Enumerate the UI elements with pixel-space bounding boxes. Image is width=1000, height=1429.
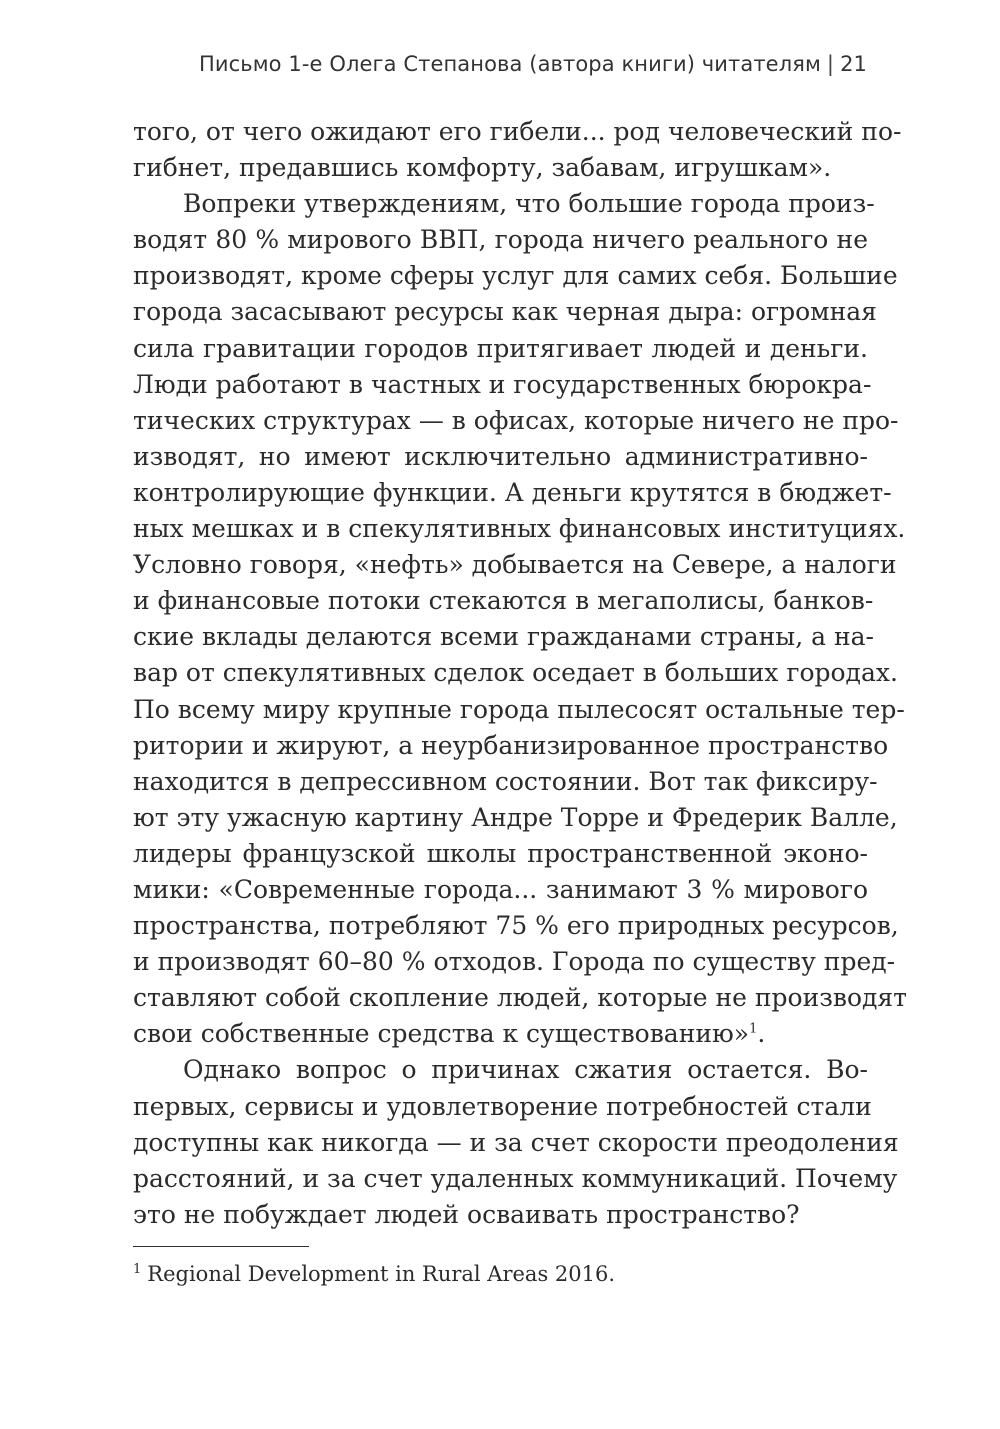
text-line: мики: «Современные города... занимают 3 % мирового	[133, 874, 868, 904]
footnote-reference[interactable]: 1	[749, 1022, 758, 1038]
running-head	[199, 52, 867, 76]
footnote	[133, 1262, 615, 1286]
text-line: свои собственные средства к существованию»$^1$.	[133, 1019, 766, 1049]
text-line: изводят, но имеют исключительно административно-	[133, 441, 868, 471]
text-line: ют эту ужасную картину Андре Торре и Фредерик Валле,	[133, 802, 898, 832]
text-line: По всему миру крупные города пылесосят остальные тер-	[133, 694, 905, 724]
text-line: ритории и жируют, а неурбанизированное пространство	[133, 730, 889, 760]
text-line: первых, сервисы и удовлетворение потребностей стали	[133, 1091, 872, 1121]
text-line: тических структурах — в офисах, которые ничего не про-	[133, 405, 899, 435]
text-line: вар от спекулятивных сделок оседает в больших городах.	[133, 658, 898, 688]
footnote-text: Regional Development in Rural Areas 2016.	[147, 1262, 616, 1286]
text-line: Люди работают в частных и государственных бюрокра-	[133, 369, 872, 399]
text-line: Условно говоря, «нефть» добывается на Севере, а налоги	[133, 550, 897, 580]
text-line: ных мешках и в спекулятивных финансовых институциях.	[133, 514, 906, 544]
text-line: пространства, потребляют 75 % его природных ресурсов,	[133, 911, 899, 941]
running-head-title: Письмо 1-е Олега Степанова (автора книги) читателям	[198, 52, 821, 76]
text-line: того, от чего ожидают его гибели... род человеческий по-	[133, 117, 902, 146]
text-line: гибнет, предавшись комфорту, забавам, игрушкам».	[133, 153, 832, 183]
text-line: находится в депрессивном состоянии. Вот так фиксиру-	[133, 766, 878, 796]
text-line: водят 80 % мирового ВВП, города ничего реального не	[133, 225, 868, 255]
footnote-number: 1	[133, 1262, 142, 1277]
text-line: ставляют собой скопление людей, которые не производят	[133, 983, 907, 1013]
text-line: города засасывают ресурсы как черная дыра: огромная	[133, 297, 877, 327]
running-head-separator: |	[826, 52, 835, 76]
text-line: ские вклады делаются всеми гражданами страны, а на-	[133, 622, 874, 652]
text-line: Однако вопрос о причинах сжатия остается. Во-	[183, 1055, 868, 1085]
text-line: доступны как никогда — и за счет скорости преодоления	[133, 1127, 899, 1157]
text-line-content: свои собственные средства к существованию»	[133, 1019, 750, 1049]
text-line: и финансовые потоки стекаются в мегаполисы, банков-	[133, 586, 874, 616]
text-line: это не побуждает людей осваивать пространство?	[133, 1199, 800, 1229]
text-line: лидеры французской школы пространственной эконо-	[133, 838, 868, 868]
text-line: и производят 60–80 % отходов. Города по существу пред-	[133, 947, 896, 977]
page-number: 21	[840, 52, 867, 76]
text-line: контролирующие функции. А деньги крутятся в бюджет-	[133, 477, 892, 507]
text-line: расстояний, и за счет удаленных коммуникаций. Почему	[133, 1163, 898, 1193]
footnote-divider	[133, 1246, 309, 1247]
text-line: Вопреки утверждениям, что большие города произ-	[183, 189, 875, 219]
body-text	[133, 114, 907, 1233]
text-line: сила гравитации городов притягивает людей и деньги.	[133, 333, 868, 363]
text-line: производят, кроме сферы услуг для самих себя. Большие	[133, 261, 898, 291]
